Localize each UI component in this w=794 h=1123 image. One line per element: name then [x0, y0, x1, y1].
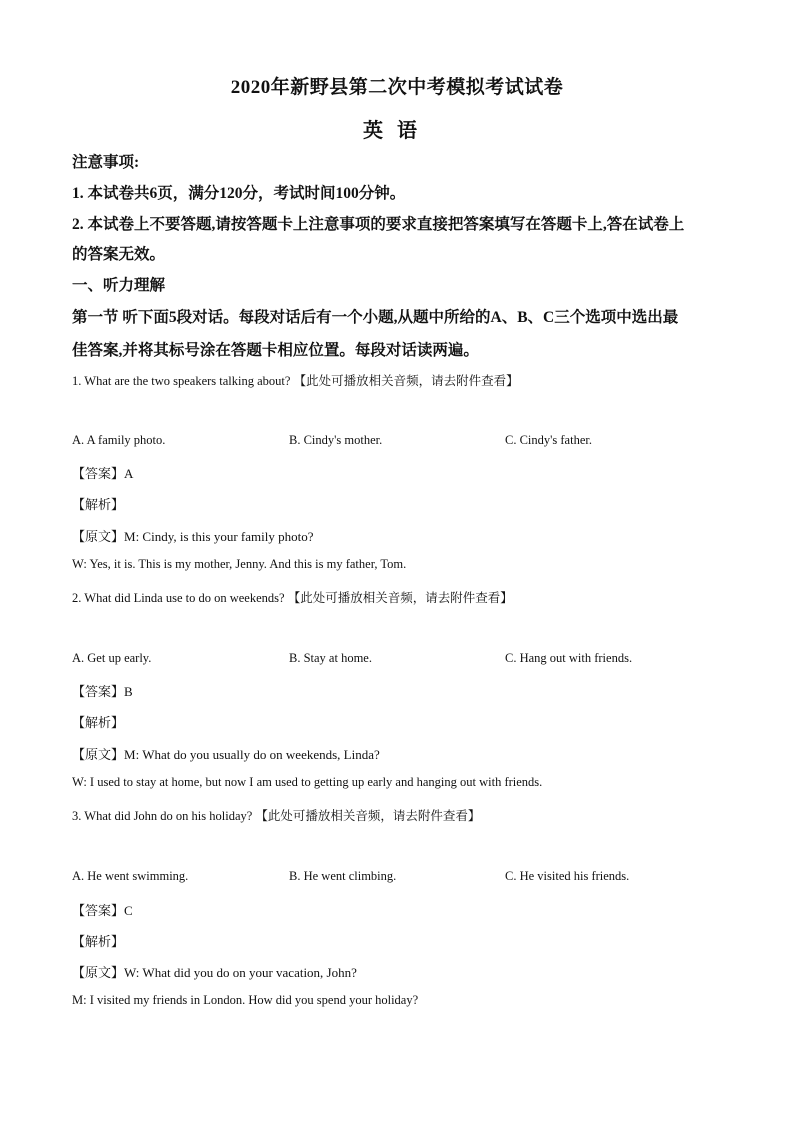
- original-text: M: What do you usually do on weekends, Linda?: [124, 747, 380, 762]
- question-1-option-b: B. Cindy's mother.: [289, 433, 383, 447]
- question-2-answer: [72, 681, 133, 700]
- question-3-stem: 3. What did John do on his holiday? 【此处可播放相关音频，请去附件查看】: [72, 809, 481, 823]
- section-instruction-line-1: 第一节 听下面5段对话。每段对话后有一个小题,从题中所给的A、B、C三个选项中选出最: [72, 309, 679, 326]
- question-2-option-c: C. Hang out with friends.: [505, 651, 633, 665]
- question-1-option-a: A. A family photo.: [72, 433, 166, 447]
- question-3-option-b: B. He went climbing.: [289, 869, 397, 883]
- question-3-option-c: C. He visited his friends.: [505, 869, 630, 883]
- question-1-analysis: [72, 494, 124, 513]
- question-2-analysis: [72, 712, 124, 731]
- question-3-answer: [72, 900, 133, 919]
- analysis-label: 【解析】: [72, 935, 125, 950]
- original-label: 【原文】: [72, 530, 125, 545]
- question-3-original-line-1: [72, 962, 357, 981]
- question-2-stem: 2. What did Linda use to do on weekends? 【此处可播放相关音频，请去附件查看】: [72, 591, 513, 605]
- question-3-analysis: [72, 931, 124, 950]
- question-2-original-line-1: [72, 744, 380, 763]
- analysis-label: 【解析】: [72, 716, 125, 731]
- notice-item-2-line-2: 的答案无效。: [72, 246, 166, 263]
- question-2-original-line-2: W: I used to stay at home, but now I am used to getting up early and hanging out with friends.: [72, 775, 543, 789]
- subject-title: 英语: [363, 120, 431, 142]
- answer-label: 【答案】: [72, 904, 125, 919]
- question-1-original-line-2: W: Yes, it is. This is my mother, Jenny. And this is my father, Tom.: [72, 557, 407, 571]
- answer-value: C: [124, 903, 133, 918]
- section-instruction-line-2: 佳答案,并将其标号涂在答题卡相应位置。每段对话读两遍。: [72, 342, 479, 359]
- question-3-option-a: A. He went swimming.: [72, 869, 189, 883]
- original-label: 【原文】: [72, 966, 125, 981]
- question-2-option-b: B. Stay at home.: [289, 651, 372, 665]
- question-3-original-line-2: M: I visited my friends in London. How did you spend your holiday?: [72, 993, 419, 1007]
- section-heading: 一、听力理解: [72, 277, 166, 294]
- answer-label: 【答案】: [72, 467, 125, 482]
- answer-label: 【答案】: [72, 685, 125, 700]
- question-1-original-line-1: [72, 526, 313, 545]
- notice-heading: 注意事项:: [72, 154, 140, 171]
- notice-item-2-line-1: 2. 本试卷上不要答题,请按答题卡上注意事项的要求直接把答案填写在答题卡上,答在试卷上: [72, 216, 685, 233]
- answer-value: B: [124, 684, 133, 699]
- original-text: W: What did you do on your vacation, John?: [124, 965, 357, 980]
- original-label: 【原文】: [72, 748, 125, 763]
- question-1-answer: [72, 463, 133, 482]
- analysis-label: 【解析】: [72, 498, 125, 513]
- page-title: 2020年新野县第二次中考模拟考试试卷: [230, 77, 564, 98]
- question-1-option-c: C. Cindy's father.: [505, 433, 592, 447]
- question-1-stem: 1. What are the two speakers talking about? 【此处可播放相关音频，请去附件查看】: [72, 374, 519, 388]
- original-text: M: Cindy, is this your family photo?: [124, 529, 314, 544]
- answer-value: A: [124, 466, 134, 481]
- question-2-option-a: A. Get up early.: [72, 651, 152, 665]
- notice-item-1: 1. 本试卷共6页，满分120分，考试时间100分钟。: [72, 185, 406, 202]
